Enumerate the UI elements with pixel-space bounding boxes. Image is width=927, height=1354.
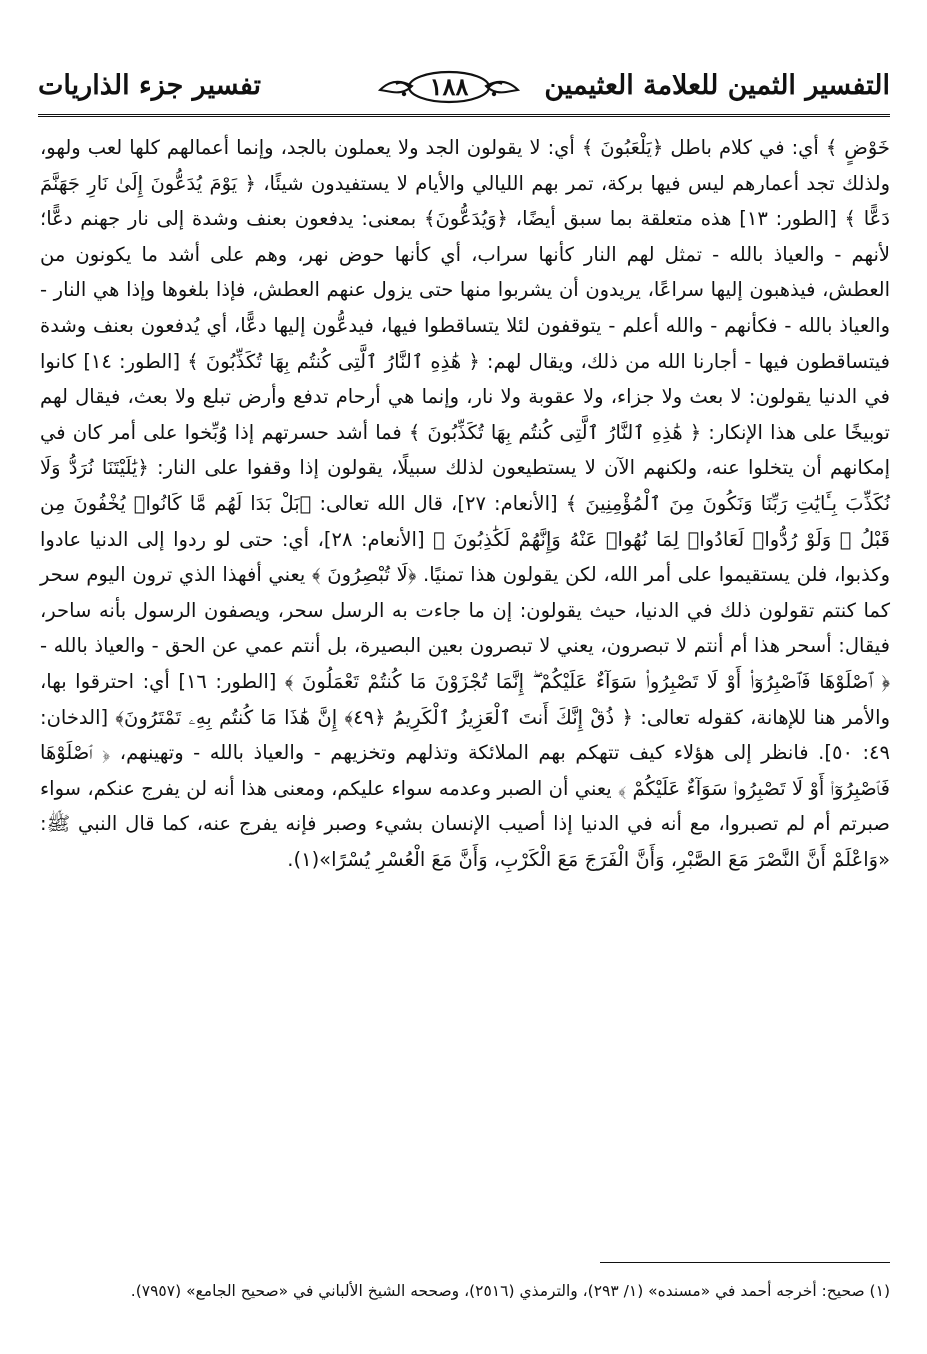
footnote-area [40,1276,890,1306]
footnote-divider [600,1262,890,1263]
book-title: التفسير الثمين للعلامة العثيمين [544,70,890,101]
running-header [38,64,890,114]
main-text [40,130,890,877]
footnote-text: (١) صحيح: أخرجه أحمد في «مسنده» (١/ ٢٩٣)، والترمذي (٢٥١٦)، وصححه الشيخ الألباني في «صحيح الجامع» (٧٩٥٧). [130,1282,890,1300]
body-paragraph: خَوْضٍ ﴾ أي: في كلام باطل ﴿يَلْعَبُونَ ﴾ أي: لا يقولون الجد ولا يعملون بالجد، وإنما أعمالهم كلها لعب ولهو، ولذلك تجد أعمارهم ليس فيها بركة، تمر بهم الليالي والأيام لا يستفيدون شيئًا، ﴿ يَوْمَ يُدَعُّونَ إِلَىٰ نَارِ جَهَنَّمَ دَعًّا ﴾ [الطور: ١٣] هذه متعلقة بما سبق أيضًا، ﴿وَيُدَعُّونَ﴾ بمعنى: يدفعون بعنف وشدة إلى نار جهنم دعًّا؛ لأنهم - والعياذ بالله - تمثل لهم النار كأنها سراب، أي كأنها حوض نهر، وهم على أشد ما يكونون من العطش، فيذهبون إليها سراعًا، يريدون أن يشربوا منها حتى يزول عنهم العطش، فإذا بلغوها وإذا هي النار - والعياذ بالله - فكأنهم - والله أعلم - يتوقفون لئلا يتساقطوا فيها، فيدعُّون إليها دعًّا، أي يُدفعون بعنف وشدة فيتساقطون فيها - أجارنا الله من ذلك، ويقال لهم: ﴿ هَٰذِهِ ٱلنَّارُ ٱلَّتِى كُنتُم بِهَا تُكَذِّبُونَ ﴾ [الطور: ١٤] كانوا في الدنيا يقولون: لا بعث ولا جزاء، ولا عقوبة ولا نار، وإنما هي أرحام تدفع وأرض تبلع ولا بعث، فيقال لهم توبيخًا على هذا الإنكار: ﴿ هَٰذِهِ ٱلنَّارُ ٱلَّتِى كُنتُم بِهَا تُكَذِّبُونَ ﴾ فما أشد حسرتهم إذا وُبِّخوا على أمر كان في إمكانهم أن يتخلوا عنه، ولكنهم الآن لا يستطيعون لذلك سبيلًا، يقولون إذا وقفوا على النار: ﴿يَٰلَيْتَنَا نُرَدُّ وَلَا نُكَذِّبَ بِـَٔايَٰتِ رَبِّنَا وَنَكُونَ مِنَ ٱلْمُؤْمِنِينَ ﴾ [الأنعام: ٢٧]، قال الله تعالى: ﴿بَلْ بَدَا لَهُم مَّا كَانُوا۟ يُخْفُونَ مِن قَبْلُ ۖ وَلَوْ رُدُّوا۟ لَعَادُوا۟ لِمَا نُهُوا۟ عَنْهُ وَإِنَّهُمْ لَكَٰذِبُونَ ﴾ [الأنعام: ٢٨]، أي: حتى لو ردوا إلى الدنيا عادوا وكذبوا، فلن يستقيموا على أمر الله، لكن يقولون هذا تمنيًا. ﴿لَا تُبْصِرُونَ ﴾ يعني أفهذا الذي ترون اليوم سحر كما كنتم تقولون ذلك في الدنيا، حيث يقولون: إن ما جاءت به الرسل سحر، ويصفون الرسول بأنه ساحر، فيقال: أسحر هذا أم أنتم لا تبصرون، يعني لا تبصرون بعين البصيرة، بل أنتم عمي عن الحق - والعياذ بالله - ﴿ ٱصْلَوْهَا فَٱصْبِرُوٓا۟ أَوْ لَا تَصْبِرُوا۟ سَوَآءٌ عَلَيْكُمْ ۖ إِنَّمَا تُجْزَوْنَ مَا كُنتُمْ تَعْمَلُونَ ﴾ [الطور: ١٦] أي: احترقوا بها، والأمر هنا للإهانة، كقوله تعالى: ﴿ ذُقْ إِنَّكَ أَنتَ ٱلْعَزِيزُ ٱلْكَرِيمُ ﴿٤٩﴾ إِنَّ هَٰذَا مَا كُنتُم بِهِۦ تَمْتَرُونَ﴾ [الدخان: ٤٩: ٥٠]. فانظر إلى هؤلاء كيف تتهكم بهم الملائكة وتذلهم وتخزيهم - والعياذ بالله - وتهينهم، ﴿ ٱصْلَوْهَا فَٱصْبِرُوٓا۟ أَوْ لَا تَصْبِرُوا۟ سَوَآءٌ عَلَيْكُمْ ﴾ يعني أن الصبر وعدمه سواء عليكم، ومعنى هذا أنه لن يفرج عنكم، سواء صبرتم أم لم تصبروا، مع أنه في الدنيا إذا أصيب الإنسان بشيء وصبر فإنه يفرج عنه، كما قال النبي ﷺ: «وَاعْلَمْ أَنَّ النَّصْرَ مَعَ الصَّبْرِ، وَأَنَّ الْفَرَجَ مَعَ الْكَرْبِ، وَأَنَّ مَعَ الْعُسْرِ يُسْرًا»(١). [40,136,891,871]
page-number-ornament [374,68,524,106]
page-number: ١٨٨ [429,72,469,101]
section-title: تفسير جزء الذاريات [38,70,261,101]
header-divider [38,114,890,117]
